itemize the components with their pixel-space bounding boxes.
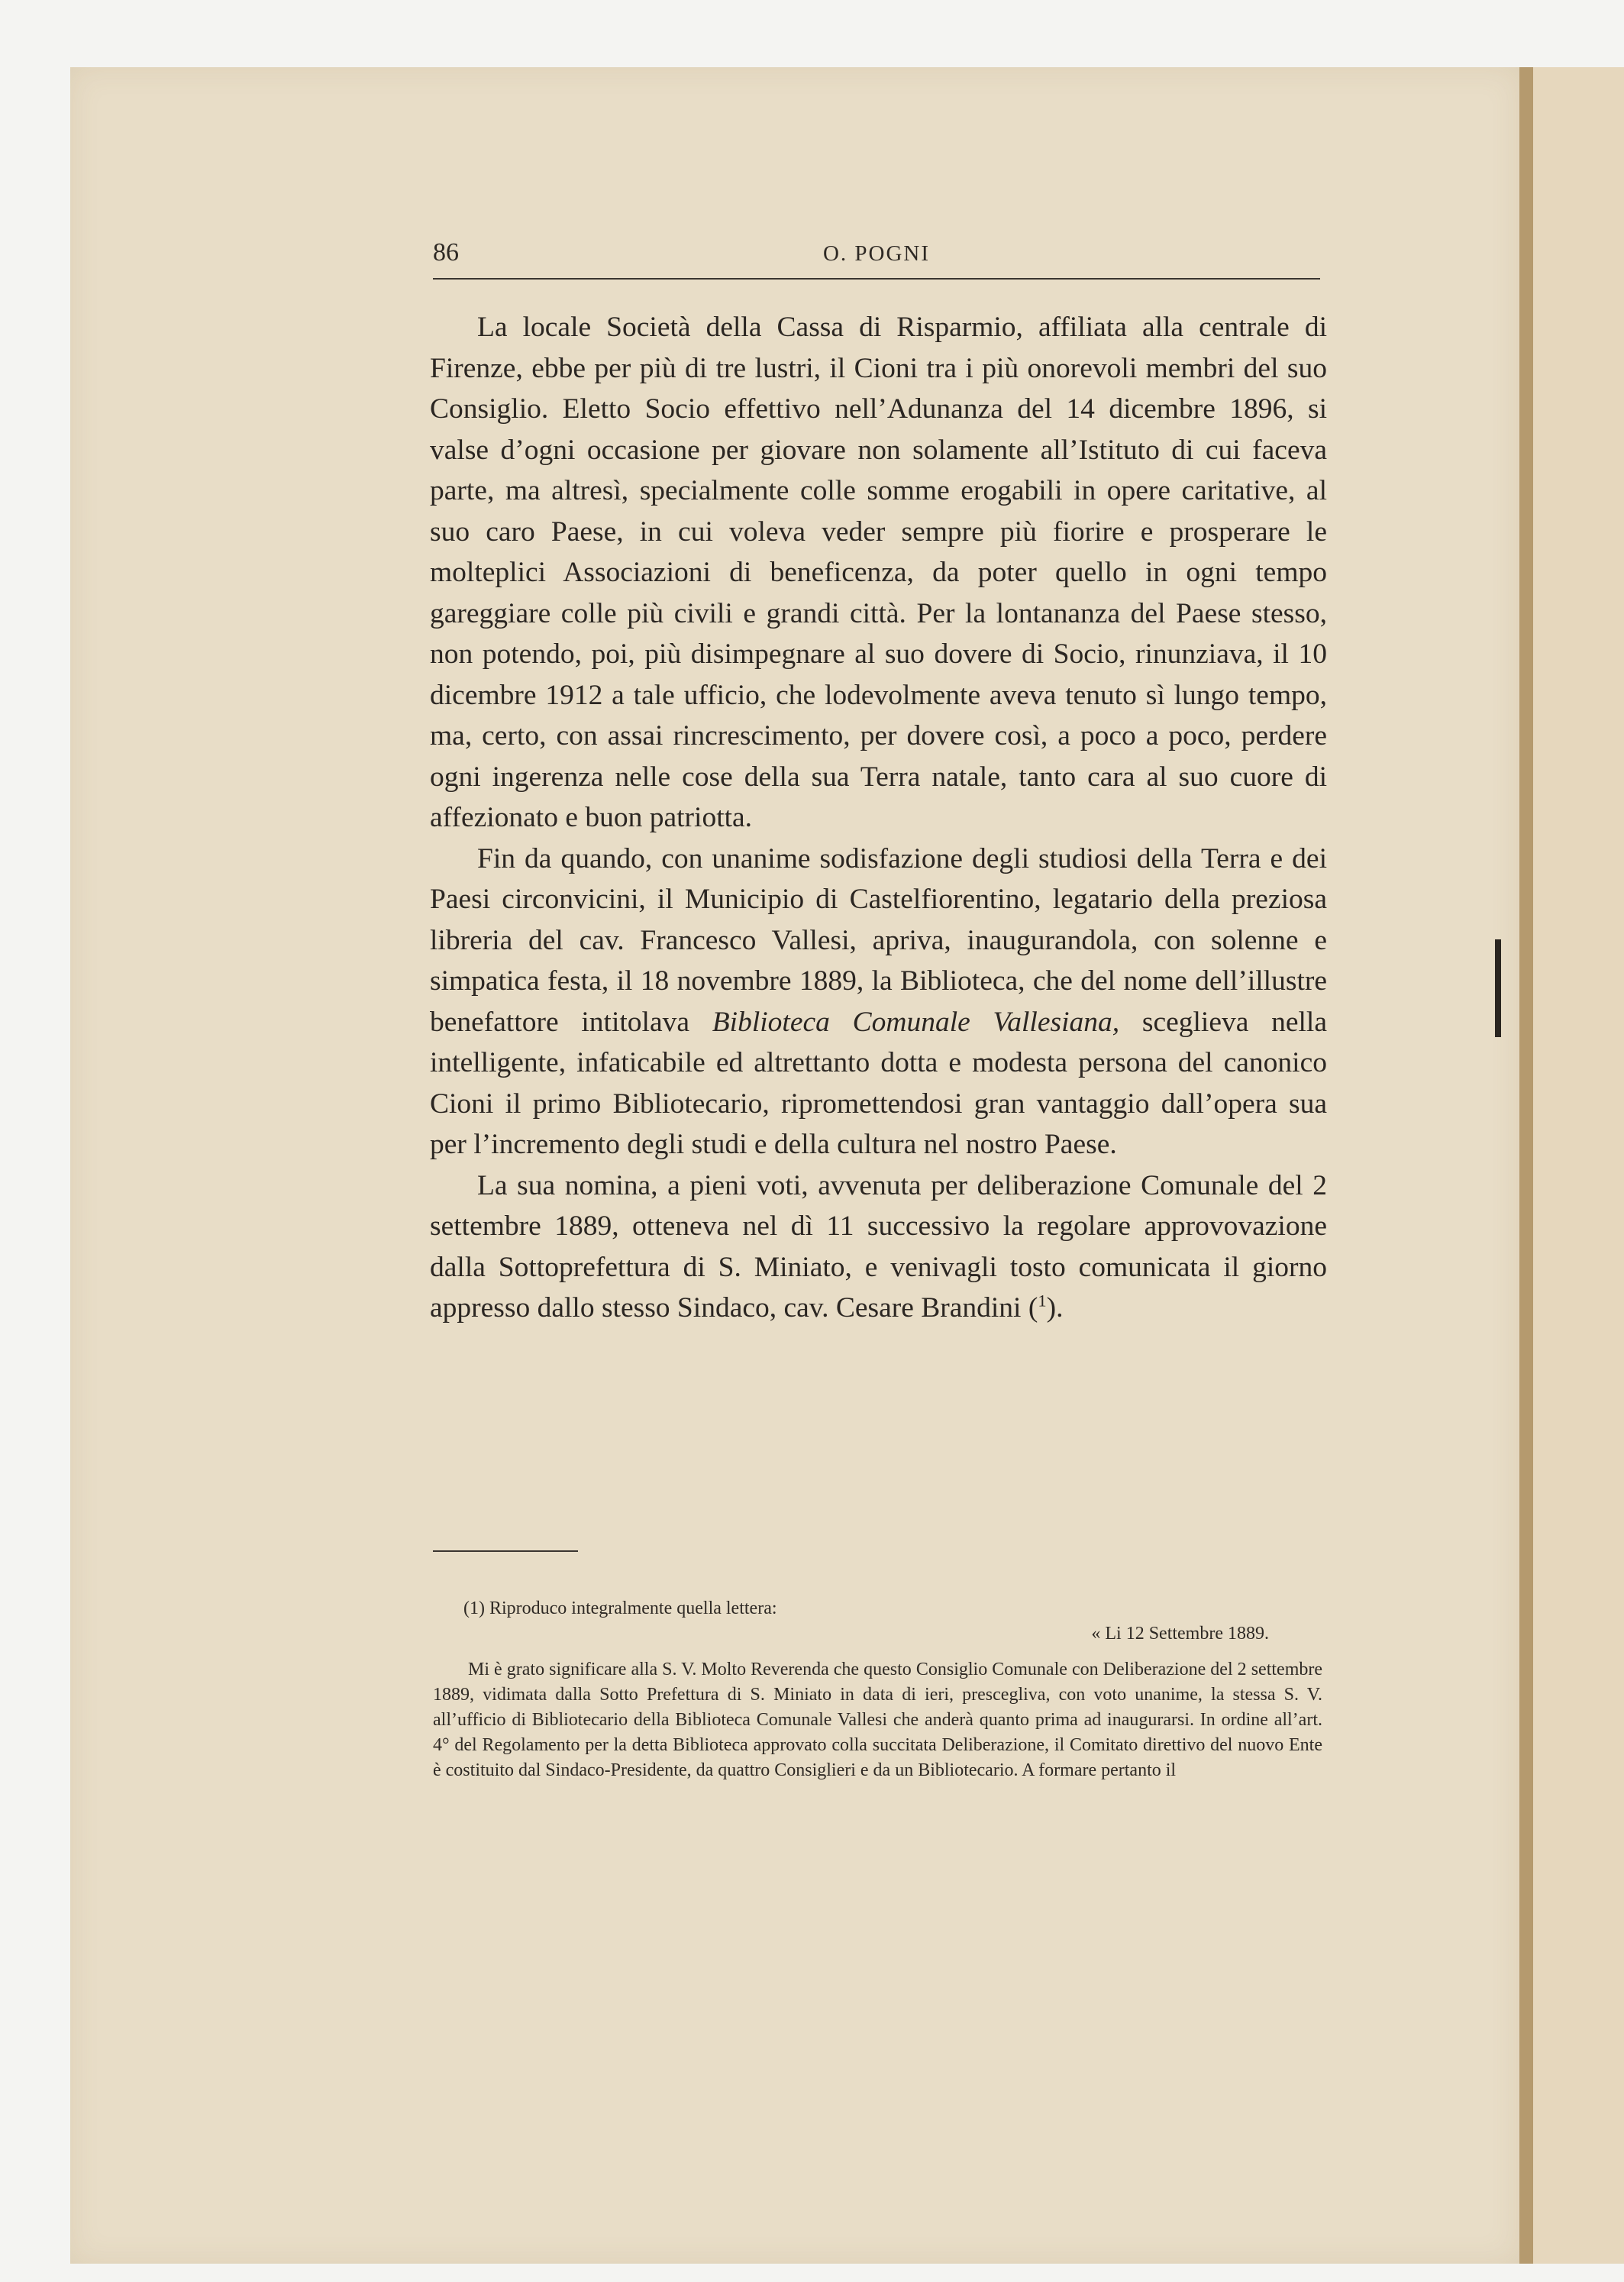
paragraph-2-start: Fin da quando, con unanime sodisfazione degli studiosi della Terra e dei Paesi circonvicini, il Municipio di Castelfiorentino, legatario della preziosa libreria del cav. Francesco Vallesi, apriva, inaugurandola, con solenne e simpatica festa, il 18 novembre 1889, la Biblioteca, che del nome dell’illustre benefattore intitolava [430,842,1327,1038]
edge-mark [1495,939,1501,1037]
footnote-date: « Li 12 Settembre 1889. [1091,1624,1269,1644]
footnote-separator [433,1550,578,1552]
running-head: O. POGNI [822,241,931,266]
paragraph-2 [430,839,1327,1165]
adjacent-page [1533,67,1624,2264]
footnote-letter: Mi è grato significare alla S. V. Molto Reverenda che questo Consiglio Comunale con Deliberazione del 2 settembre 1889, vidimata dalla Sotto Prefettura di S. Miniato in data di ieri, prescegliva, con voto unanime, la stessa S. V. all’ufficio di Bibliotecario della Biblioteca Comunale Vallesi che anderà quanto prima ad inaugurarsi. In ordine all’art. 4° del Regolamento per la detta Biblioteca approvato colla succitata Deliberazione, il Comitato direttivo del nuovo Ente è costituito dal Sindaco-Presidente, da quattro Consiglieri e da un Bibliotecario. A formare pertanto il [433,1660,1322,1780]
paragraph-3-text: La sua nomina, a pieni voti, avvenuta per deliberazione Comunale del 2 settembre 1889, otteneva nel dì 11 successivo la regolare approvovazione dalla Sottoprefettura di S. Miniato, e venivagli tosto comunicata il giorno appresso dallo stesso Sindaco, cav. Cesare Brandini ( [430,1169,1327,1324]
footnote-intro: (1) Riproduco integralmente quella lettera: [463,1598,777,1618]
footnotes [433,1596,1322,1783]
paragraph-2-end: sceglieva nella intelligente, infaticabile ed altrettanto dotta e modesta persona del canonico Cioni il primo Bibliotecario, ripromettendosi gran vantaggio dall’opera sua per l’incremento degli studi e della cultura nel nostro Paese. [430,1006,1327,1160]
library-name: Biblioteca Comunale Vallesiana, [712,1006,1120,1038]
paragraph-3 [430,1165,1327,1329]
footnote-ref: 1 [1038,1291,1047,1311]
page-header [433,238,1320,280]
page-edge [1519,67,1533,2264]
paragraph-1: La locale Società della Cassa di Risparmio, affiliata alla centrale di Firenze, ebbe per più di tre lustri, il Cioni tra i più onorevoli membri del suo Consiglio. Eletto Socio effettivo nell’Adunanza del 14 dicembre 1896, si valse d’ogni occasione per giovare non solamente all’Istituto di cui faceva parte, ma altresì, specialmente colle somme erogabili in opere caritative, al suo caro Paese, in cui voleva veder sempre più fiorire e prosperare le molteplici Associazioni di beneficenza, da poter quello in ogni tempo gareggiare colle più civili e grandi città. Per la lontananza del Paese stesso, non potendo, poi, più disimpegnare al suo dovere di Socio, rinunziava, il 10 dicembre 1912 a tale ufficio, che lodevolmente aveva tenuto sì lungo tempo, ma, certo, con assai rincrescimento, per dovere così, a poco a poco, perdere ogni ingerenza nelle cose della sua Terra natale, tanto cara al suo cuore di affezionato e buon patriotta. [430,312,1327,833]
body-text [430,307,1327,1329]
page-number: 86 [433,238,459,267]
paragraph-3-end: ). [1046,1292,1064,1324]
